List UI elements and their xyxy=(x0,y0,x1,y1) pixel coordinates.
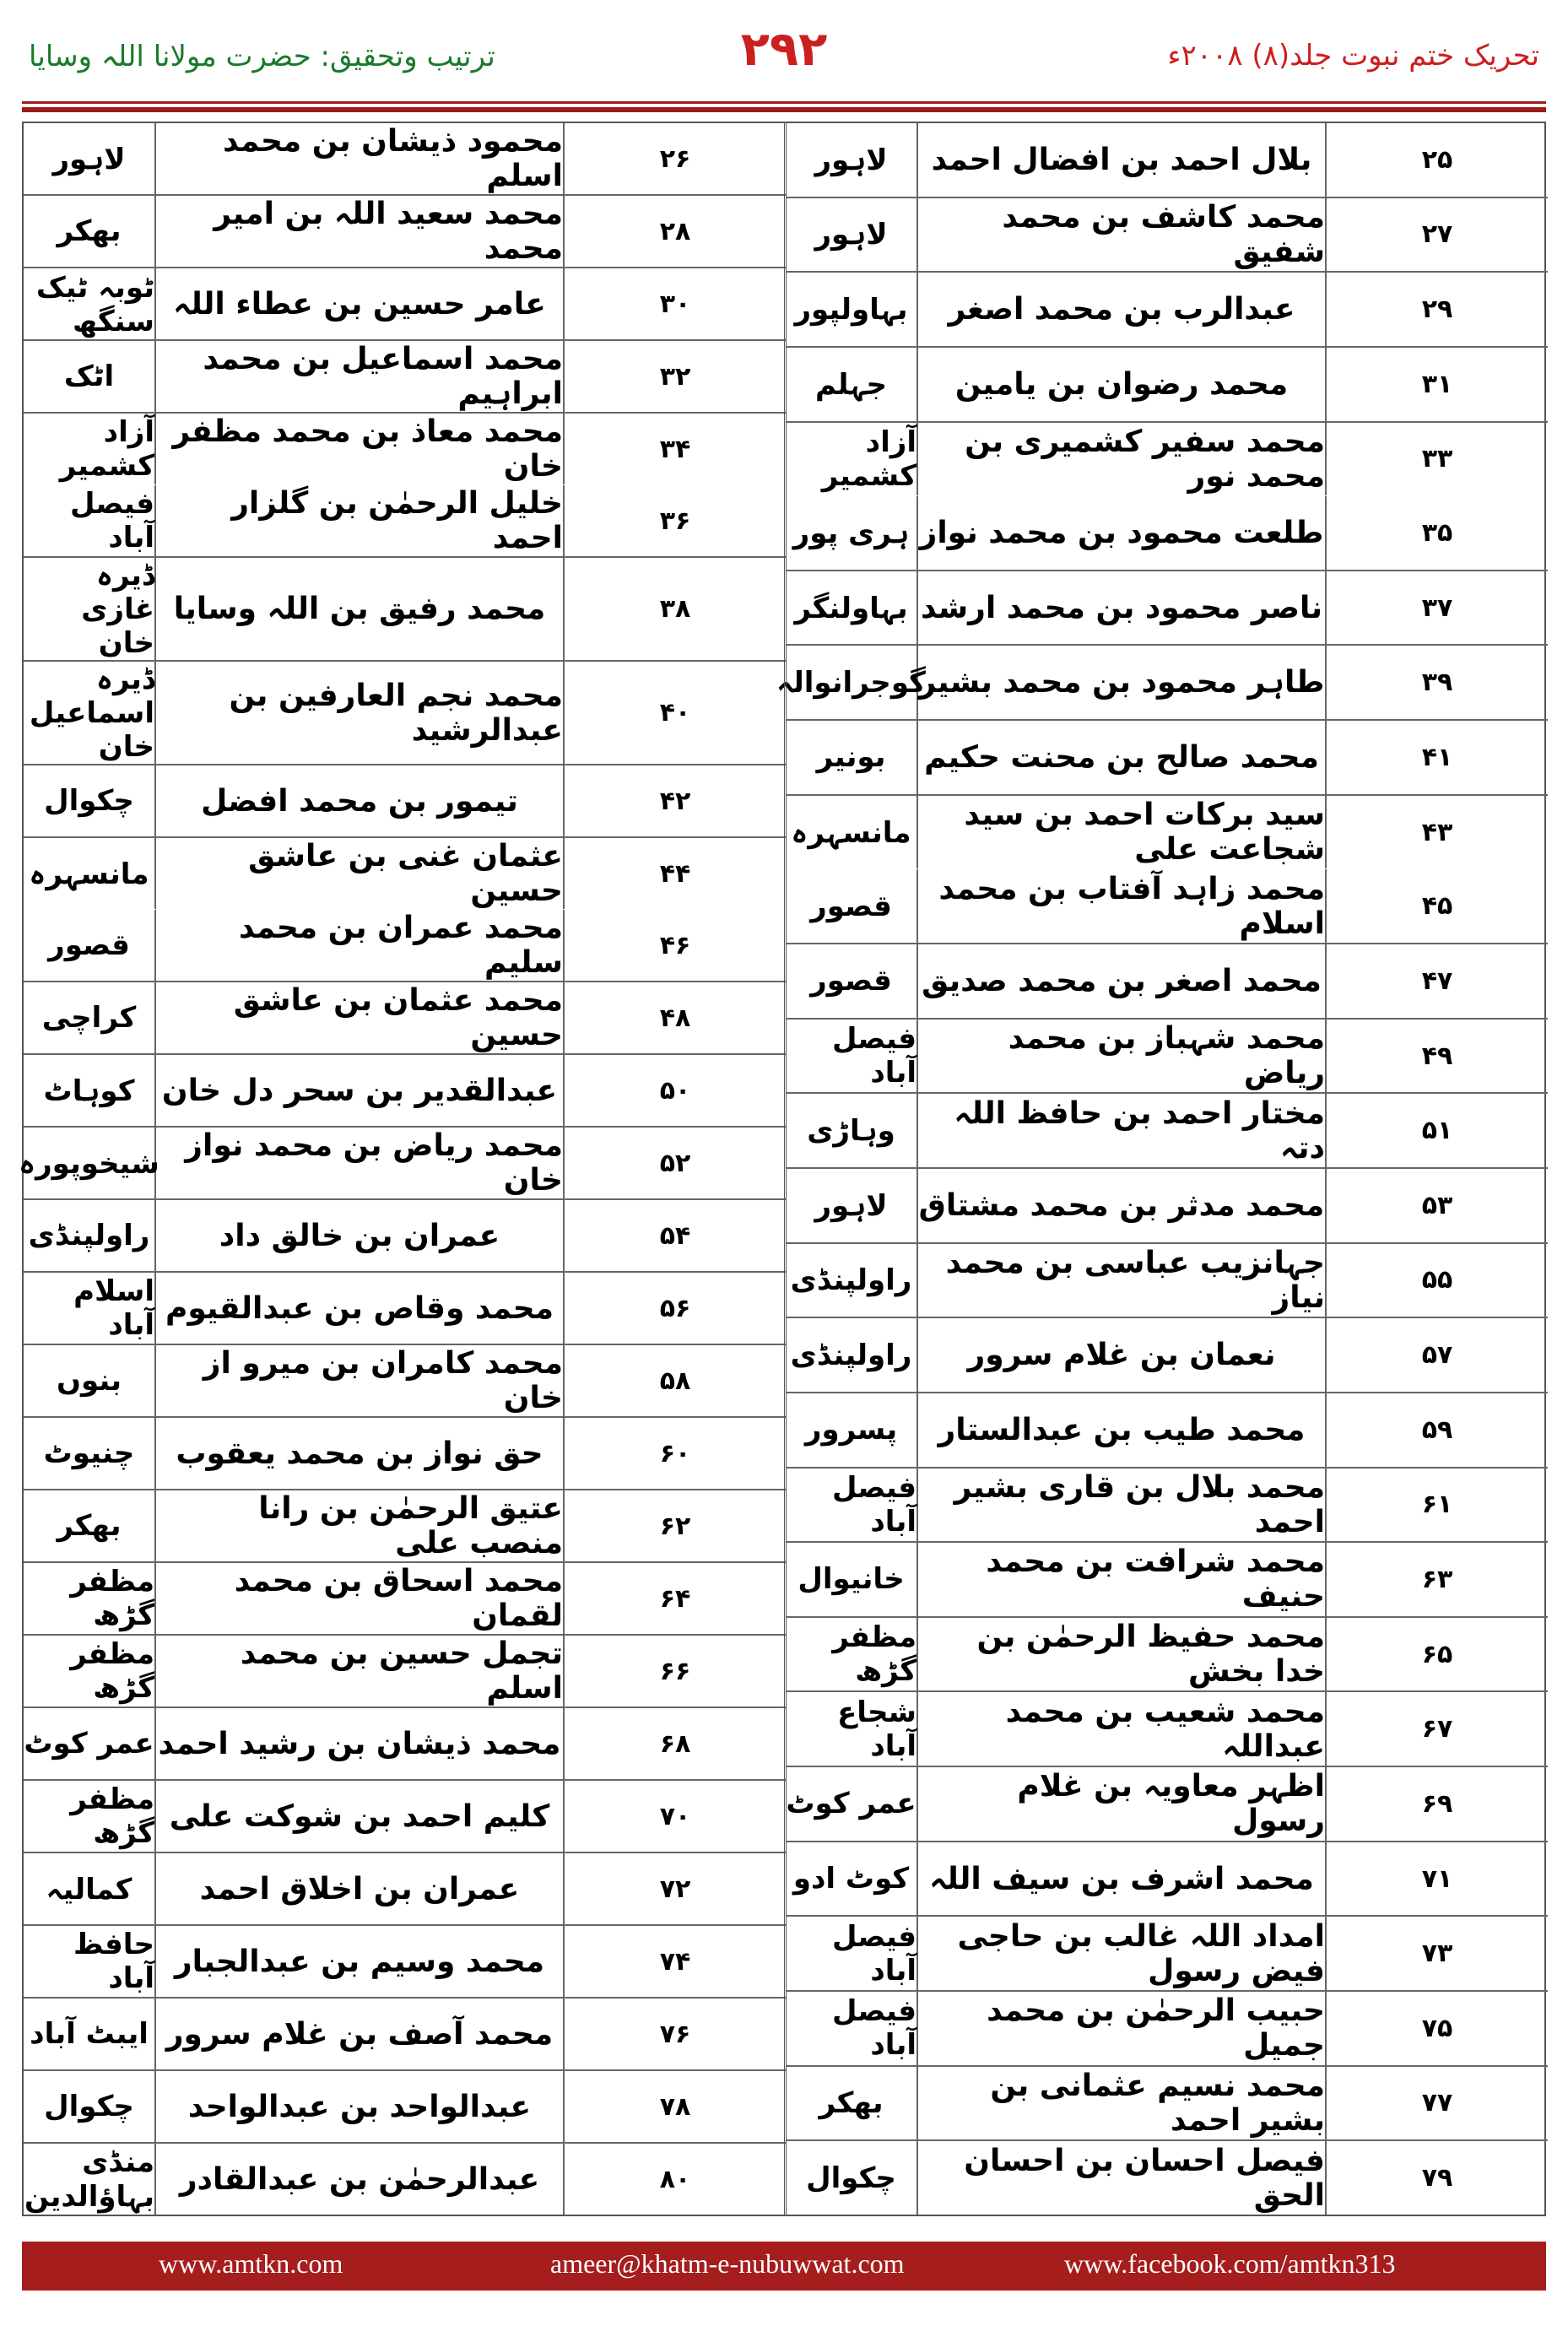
table-row xyxy=(786,273,1548,348)
city-name: قصور xyxy=(810,964,892,998)
person-name: محمد بلال بن قاری بشیر احمد xyxy=(916,1468,1325,1542)
person-name: محمد اصغر بن محمد صدیق xyxy=(916,944,1325,1018)
table-row xyxy=(24,196,786,268)
city-name: جہلم xyxy=(815,367,887,402)
city-name: لاہور xyxy=(814,1188,888,1223)
serial-number: ۴۵ xyxy=(1325,869,1548,943)
serial-number: ۵۰ xyxy=(563,1055,786,1126)
serial-number: ۵۱ xyxy=(1325,1094,1548,1167)
city-name: کوٹ ادو xyxy=(792,1862,910,1896)
table-row xyxy=(24,123,786,196)
book-title: تحریک ختم نبوت جلد(۸) ۲۰۰۸ء xyxy=(1167,39,1539,73)
city-name: مانسہرہ xyxy=(29,857,149,891)
serial-number: ۴۶ xyxy=(563,910,786,981)
page-footer xyxy=(22,2242,1546,2291)
person-name: طلعت محمود بن محمد نواز xyxy=(916,496,1325,570)
serial-number: ۷۹ xyxy=(1325,2141,1548,2215)
table-row xyxy=(24,1926,786,1999)
table-row xyxy=(24,910,786,982)
table-row xyxy=(24,268,786,341)
table-row xyxy=(24,1345,786,1418)
serial-number: ۳۰ xyxy=(563,268,786,339)
serial-number: ۵۵ xyxy=(1325,1244,1548,1317)
city-name: اسلام آباد xyxy=(73,1274,154,1342)
city-name: بونیر xyxy=(816,740,886,775)
person-name: محمد معاذ بن محمد مظفر خان xyxy=(154,414,563,484)
serial-number: ۲۵ xyxy=(1325,123,1548,197)
serial-number: ۴۸ xyxy=(563,982,786,1053)
serial-number: ۷۵ xyxy=(1325,1992,1548,2065)
serial-number: ۴۴ xyxy=(563,838,786,909)
city-name: راولپنڈی xyxy=(28,1219,150,1252)
serial-number: ۴۷ xyxy=(1325,944,1548,1018)
city-name: ڈیرہ اسماعیل خان xyxy=(29,663,154,764)
serial-number: ۵۴ xyxy=(563,1200,786,1271)
person-name: عبدالقدیر بن سحر دل خان xyxy=(154,1055,563,1126)
city-name: راولپنڈی xyxy=(790,1263,912,1297)
person-name: عامر حسین بن عطاء اللہ xyxy=(154,268,563,339)
person-name: محمد طیب بن عبدالستار xyxy=(916,1393,1325,1467)
city-name: ٹوبہ ٹیک سنگھ xyxy=(35,270,154,338)
city-name: قصور xyxy=(810,889,892,923)
city-name: کمالیہ xyxy=(46,1872,132,1907)
person-name: امداد اللہ غالب بن حاجی فیض رسول xyxy=(916,1917,1325,1990)
table-row xyxy=(786,1468,1548,1544)
serial-number: ۳۹ xyxy=(1325,646,1548,719)
city-name: بھکر xyxy=(819,2085,884,2120)
person-name: محمد اشرف بن سیف اللہ xyxy=(916,1842,1325,1916)
person-name: خلیل الرحمٰن بن گلزار احمد xyxy=(154,485,563,556)
serial-number: ۷۴ xyxy=(563,1926,786,1997)
city-name: بھکر xyxy=(57,1509,122,1543)
city-name: بہاولنگر xyxy=(794,591,908,625)
person-name: محمد رضوان بن یامین xyxy=(916,348,1325,421)
serial-number: ۳۱ xyxy=(1325,348,1548,421)
person-name: محمود ذیشان بن محمد اسلم xyxy=(154,123,563,194)
table-row xyxy=(786,1543,1548,1618)
person-name: نعمان بن غلام سرور xyxy=(916,1318,1325,1392)
person-name: محمد حفیظ الرحمٰن بن خدا بخش xyxy=(916,1618,1325,1691)
table-row xyxy=(24,1490,786,1563)
serial-number: ۴۱ xyxy=(1325,721,1548,794)
person-name: محمد شرافت بن محمد حنیف xyxy=(916,1543,1325,1616)
table-row xyxy=(24,1636,786,1708)
city-name: فیصل آباد xyxy=(832,1919,916,1988)
city-name: چکوال xyxy=(44,784,134,818)
city-name: شیخوپورہ xyxy=(19,1146,160,1181)
serial-number: ۶۱ xyxy=(1325,1468,1548,1542)
person-name: محمد آصف بن غلام سرور xyxy=(154,1999,563,2069)
serial-number: ۵۲ xyxy=(563,1128,786,1198)
city-name: کراچی xyxy=(41,1001,137,1035)
person-name: جہانزیب عباسی بن محمد نیاز xyxy=(916,1244,1325,1317)
person-name: محمد نجم العارفین بن عبدالرشید xyxy=(154,662,563,764)
person-name: عبدالرحمٰن بن عبدالقادر xyxy=(154,2144,563,2215)
serial-number: ۳۵ xyxy=(1325,496,1548,570)
person-name: ناصر محمود بن محمد ارشد xyxy=(916,571,1325,645)
person-name: اظہر معاویہ بن غلام رسول xyxy=(916,1767,1325,1841)
table-row xyxy=(786,198,1548,273)
person-name: محمد نسیم عثمانی بن بشیر احمد xyxy=(916,2067,1325,2140)
serial-number: ۶۳ xyxy=(1325,1543,1548,1616)
person-name: محمد شعیب بن محمد عبداللہ xyxy=(916,1692,1325,1766)
table-row xyxy=(786,1692,1548,1767)
city-name: شجاع آباد xyxy=(837,1695,916,1763)
person-name: محمد رفیق بن اللہ وسایا xyxy=(154,558,563,660)
serial-number: ۵۶ xyxy=(563,1273,786,1344)
column-divider xyxy=(784,123,787,2215)
person-name: حبیب الرحمٰن بن محمد جمیل xyxy=(916,1992,1325,2065)
table-row xyxy=(24,1200,786,1273)
facebook-link[interactable]: www.facebook.com/amtkn313 xyxy=(1064,2248,1396,2279)
person-name: محمد کامران بن میرو از خان xyxy=(154,1345,563,1416)
table-row xyxy=(786,1393,1548,1468)
serial-number: ۳۳ xyxy=(1325,423,1548,496)
names-table xyxy=(19,122,1546,2216)
person-name: محمد عثمان بن عاشق حسین xyxy=(154,982,563,1053)
serial-number: ۸۰ xyxy=(563,2144,786,2215)
table-row xyxy=(786,1244,1548,1319)
city-name: فیصل آباد xyxy=(832,1022,916,1090)
city-name: بہاولپور xyxy=(794,293,908,327)
city-name: فیصل آباد xyxy=(70,487,154,554)
person-name: عثمان غنی بن عاشق حسین xyxy=(154,838,563,909)
person-name: عمران بن اخلاق احمد xyxy=(154,1853,563,1924)
serial-number: ۷۱ xyxy=(1325,1842,1548,1916)
serial-number: ۴۳ xyxy=(1325,796,1548,869)
person-name: محمد وسیم بن عبدالجبار xyxy=(154,1926,563,1997)
person-name: محمد ذیشان بن رشید احمد xyxy=(154,1708,563,1779)
header-rule xyxy=(22,101,1546,104)
person-name: تجمل حسین بن محمد اسلم xyxy=(154,1636,563,1706)
serial-number: ۷۳ xyxy=(1325,1917,1548,1990)
table-row xyxy=(24,1999,786,2071)
serial-number: ۴۰ xyxy=(563,662,786,764)
city-name: ڈیرہ غازی خان xyxy=(81,559,154,660)
city-name: کوہاٹ xyxy=(43,1074,135,1108)
city-name: لاہور xyxy=(814,218,888,252)
page-header xyxy=(0,0,1568,110)
table-row xyxy=(24,1055,786,1128)
header-rule-thick xyxy=(22,107,1546,112)
person-name: مختار احمد بن حافظ اللہ دتہ xyxy=(916,1094,1325,1167)
serial-number: ۵۹ xyxy=(1325,1393,1548,1467)
table-row xyxy=(786,496,1548,571)
serial-number: ۶۸ xyxy=(563,1708,786,1779)
table-row xyxy=(24,1708,786,1781)
table-row xyxy=(24,662,786,765)
city-name: منڈی بہاؤالدین xyxy=(24,2145,154,2214)
city-name: مظفر گڑھ xyxy=(70,1565,154,1632)
serial-number: ۶۰ xyxy=(563,1418,786,1489)
person-name: محمد شہباز بن محمد ریاض xyxy=(916,1020,1325,1093)
serial-number: ۶۴ xyxy=(563,1563,786,1634)
city-name: مظفر گڑھ xyxy=(70,1637,154,1705)
city-name: بھکر xyxy=(57,214,122,248)
table-row xyxy=(19,1128,786,1200)
table-row xyxy=(24,485,786,558)
city-name: بنوں xyxy=(57,1364,122,1398)
person-name: محمد اسحاق بن محمد لقمان xyxy=(154,1563,563,1634)
serial-number: ۷۷ xyxy=(1325,2067,1548,2140)
serial-number: ۶۶ xyxy=(563,1636,786,1706)
city-name: چکوال xyxy=(44,2090,134,2123)
city-name: فیصل آباد xyxy=(832,1470,916,1539)
table-row xyxy=(786,1094,1548,1169)
table-right-half xyxy=(776,123,1548,2215)
person-name: حق نواز بن محمد یعقوب xyxy=(154,1418,563,1489)
page-number: ۲۹۲ xyxy=(740,22,828,77)
serial-number: ۲۸ xyxy=(563,196,786,267)
serial-number: ۷۸ xyxy=(563,2071,786,2142)
table-row xyxy=(24,341,786,414)
serial-number: ۳۲ xyxy=(563,341,786,412)
city-name: حافظ آباد xyxy=(73,1928,154,1995)
serial-number: ۶۹ xyxy=(1325,1767,1548,1841)
table-row xyxy=(786,721,1548,796)
serial-number: ۵۷ xyxy=(1325,1318,1548,1392)
email-link[interactable]: ameer@khatm-e-nubuwwat.com xyxy=(550,2248,905,2279)
serial-number: ۳۶ xyxy=(563,485,786,556)
table-row xyxy=(24,982,786,1055)
table-row xyxy=(24,558,786,662)
person-name: عمران بن خالق داد xyxy=(154,1200,563,1271)
table-row xyxy=(786,2067,1548,2142)
table-row xyxy=(776,646,1548,721)
table-row xyxy=(786,571,1548,646)
serial-number: ۵۳ xyxy=(1325,1169,1548,1242)
person-name: عبدالرب بن محمد اصغر xyxy=(916,273,1325,346)
table-row xyxy=(24,1273,786,1345)
serial-number: ۲۷ xyxy=(1325,198,1548,272)
person-name: عبدالواحد بن عبدالواحد xyxy=(154,2071,563,2142)
serial-number: ۴۹ xyxy=(1325,1020,1548,1093)
city-name: آزاد کشمیر xyxy=(821,425,916,493)
serial-number: ۲۶ xyxy=(563,123,786,194)
city-name: گوجرانوالہ xyxy=(776,666,926,700)
person-name: محمد عمران بن محمد سلیم xyxy=(154,910,563,981)
table-row xyxy=(786,1618,1548,1693)
table-row xyxy=(786,348,1548,423)
serial-number: ۷۶ xyxy=(563,1999,786,2069)
person-name: محمد ریاض بن محمد نواز خان xyxy=(154,1128,563,1198)
person-name: محمد اسماعیل بن محمد ابراہیم xyxy=(154,341,563,412)
table-row xyxy=(786,1020,1548,1095)
table-row xyxy=(786,1992,1548,2067)
person-name: سید برکات احمد بن سید شجاعت علی xyxy=(916,796,1325,869)
table-row xyxy=(786,123,1548,198)
table-row xyxy=(786,1318,1548,1393)
table-row xyxy=(24,838,786,910)
table-row xyxy=(24,1853,786,1926)
table-row xyxy=(786,2141,1548,2215)
table-row xyxy=(786,1169,1548,1244)
city-name: خانیوال xyxy=(798,1562,905,1597)
serial-number: ۷۲ xyxy=(563,1853,786,1924)
serial-number: ۳۴ xyxy=(563,414,786,484)
serial-number: ۶۲ xyxy=(563,1490,786,1561)
city-name: لاہور xyxy=(814,143,888,177)
person-name: محمد کاشف بن محمد شفیق xyxy=(916,198,1325,272)
person-name: عتیق الرحمٰن بن رانا منصب علی xyxy=(154,1490,563,1561)
person-name: محمد صالح بن محنت حکیم xyxy=(916,721,1325,794)
serial-number: ۴۲ xyxy=(563,765,786,836)
table-row xyxy=(24,1418,786,1490)
person-name: فیصل احسان بن احسان الحق xyxy=(916,2141,1325,2215)
table-row xyxy=(24,1781,786,1853)
table-row xyxy=(24,2144,786,2215)
serial-number: ۳۸ xyxy=(563,558,786,660)
city-name: عمر کوٹ xyxy=(786,1787,916,1821)
city-name: آزاد کشمیر xyxy=(59,415,154,483)
city-name: چنیوٹ xyxy=(43,1436,135,1470)
city-name: لاہور xyxy=(52,142,126,176)
table-row xyxy=(786,869,1548,944)
city-name: عمر کوٹ xyxy=(24,1727,154,1761)
table-row xyxy=(786,1767,1548,1842)
city-name: مانسہرہ xyxy=(791,815,911,850)
city-name: مظفر گڑھ xyxy=(832,1620,916,1689)
person-name: کلیم احمد بن شوکت علی xyxy=(154,1781,563,1852)
city-name: مظفر گڑھ xyxy=(70,1782,154,1850)
serial-number: ۲۹ xyxy=(1325,273,1548,346)
city-name: پسرور xyxy=(804,1413,898,1447)
city-name: قصور xyxy=(48,928,130,962)
person-name: بلال احمد بن افضال احمد xyxy=(916,123,1325,197)
city-name: وہاڑی xyxy=(807,1114,895,1149)
table-row xyxy=(24,1563,786,1636)
person-name: محمد سفیر کشمیری بن محمد نور xyxy=(916,423,1325,496)
city-name: راولپنڈی xyxy=(790,1338,912,1372)
table-row xyxy=(786,423,1548,497)
serial-number: ۳۷ xyxy=(1325,571,1548,645)
city-name: فیصل آباد xyxy=(832,1994,916,2063)
person-name: طاہر محمود بن محمد بشیر xyxy=(916,646,1325,719)
table-row xyxy=(786,1842,1548,1917)
table-left-half xyxy=(19,123,786,2215)
city-name: ہری پور xyxy=(792,517,910,551)
city-name: ایبٹ آباد xyxy=(30,2017,149,2051)
table-row xyxy=(786,944,1548,1020)
table-row xyxy=(24,765,786,838)
person-name: محمد سعید اللہ بن امیر محمد xyxy=(154,196,563,267)
table-row xyxy=(786,796,1548,870)
table-row xyxy=(786,1917,1548,1992)
table-row xyxy=(24,2071,786,2144)
serial-number: ۶۵ xyxy=(1325,1618,1548,1691)
person-name: محمد زاہد آفتاب بن محمد اسلام xyxy=(916,869,1325,943)
serial-number: ۶۷ xyxy=(1325,1692,1548,1766)
serial-number: ۵۸ xyxy=(563,1345,786,1416)
table-row xyxy=(24,414,786,485)
person-name: تیمور بن محمد افضل xyxy=(154,765,563,836)
serial-number: ۷۰ xyxy=(563,1781,786,1852)
city-name: اٹک xyxy=(63,360,115,393)
city-name: چکوال xyxy=(806,2161,896,2195)
compiler-credit: ترتیب وتحقیق: حضرت مولانا اللہ وسایا xyxy=(29,40,495,73)
person-name: محمد وقاص بن عبدالقیوم xyxy=(154,1273,563,1344)
website-link[interactable]: www.amtkn.com xyxy=(159,2248,343,2279)
person-name: محمد مدثر بن محمد مشتاق xyxy=(916,1169,1325,1242)
